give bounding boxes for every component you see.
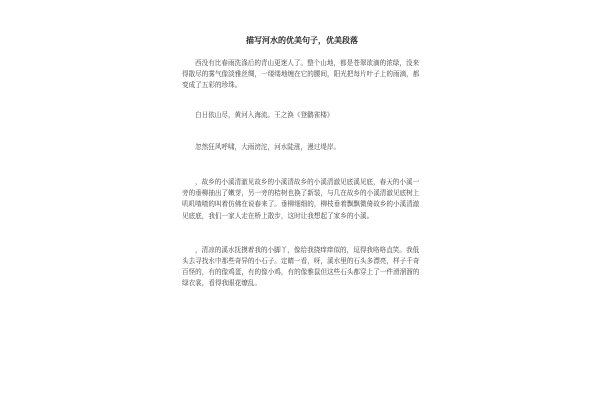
document-title: 描写河水的优美句子，优美段落 <box>246 35 358 45</box>
paragraph-spring-mountain: 西没有比春雨洗涤后的青山更迷人了。整个山地，都是苍翠欲滴的浓绿，没来得散尽的雾气像淡雅丝绸，一缕缕地缠在它的腰间，阳光把每片叶子上的雨滴，都变成了五彩的珍珠。 <box>182 59 420 90</box>
document-page <box>182 34 422 290</box>
paragraph-storm: 忽然狂风呼啸，大雨滂沱，河水陡涨，漫过堤岸。 <box>195 142 341 151</box>
paragraph-hometown-stream: ，故乡的小溪清澈见故乡的小溪清故乡的小溪清澈见底溪见底，春天的小溪一旁的垂柳抽出了嫩芽，另一旁的桔树也换了新装，与几在故乡的小溪清澈见底树上叽叽喳喳的叫着仿佛在说春来了。垂柳细细的，柳枝垂着飘飘微倚故乡的小溪清澈见底底，我们一家人走在桥上散步，这时让我想起了家乡的小溪。 <box>182 178 420 220</box>
paragraph-poem-quote: 白日依山尽，黄河入海流。王之涣《登鹳雀楼》 <box>195 110 334 119</box>
paragraph-cool-stream: ，清凉的溪水抚摸着我的小脚丫，像给我挠痒痒似的，逗得我咯咯直笑。我低头去寻找水中那些奇异的小石子。定睛一看，呀，溪水里的石头多漂亮，样子千奇百怪的，有的像鸡蛋，有的像小鸡，有的像雅鼠但这些石头都穿上了一件滑溜溜的绿衣裳，看得我眼花缭乱。 <box>182 245 420 288</box>
